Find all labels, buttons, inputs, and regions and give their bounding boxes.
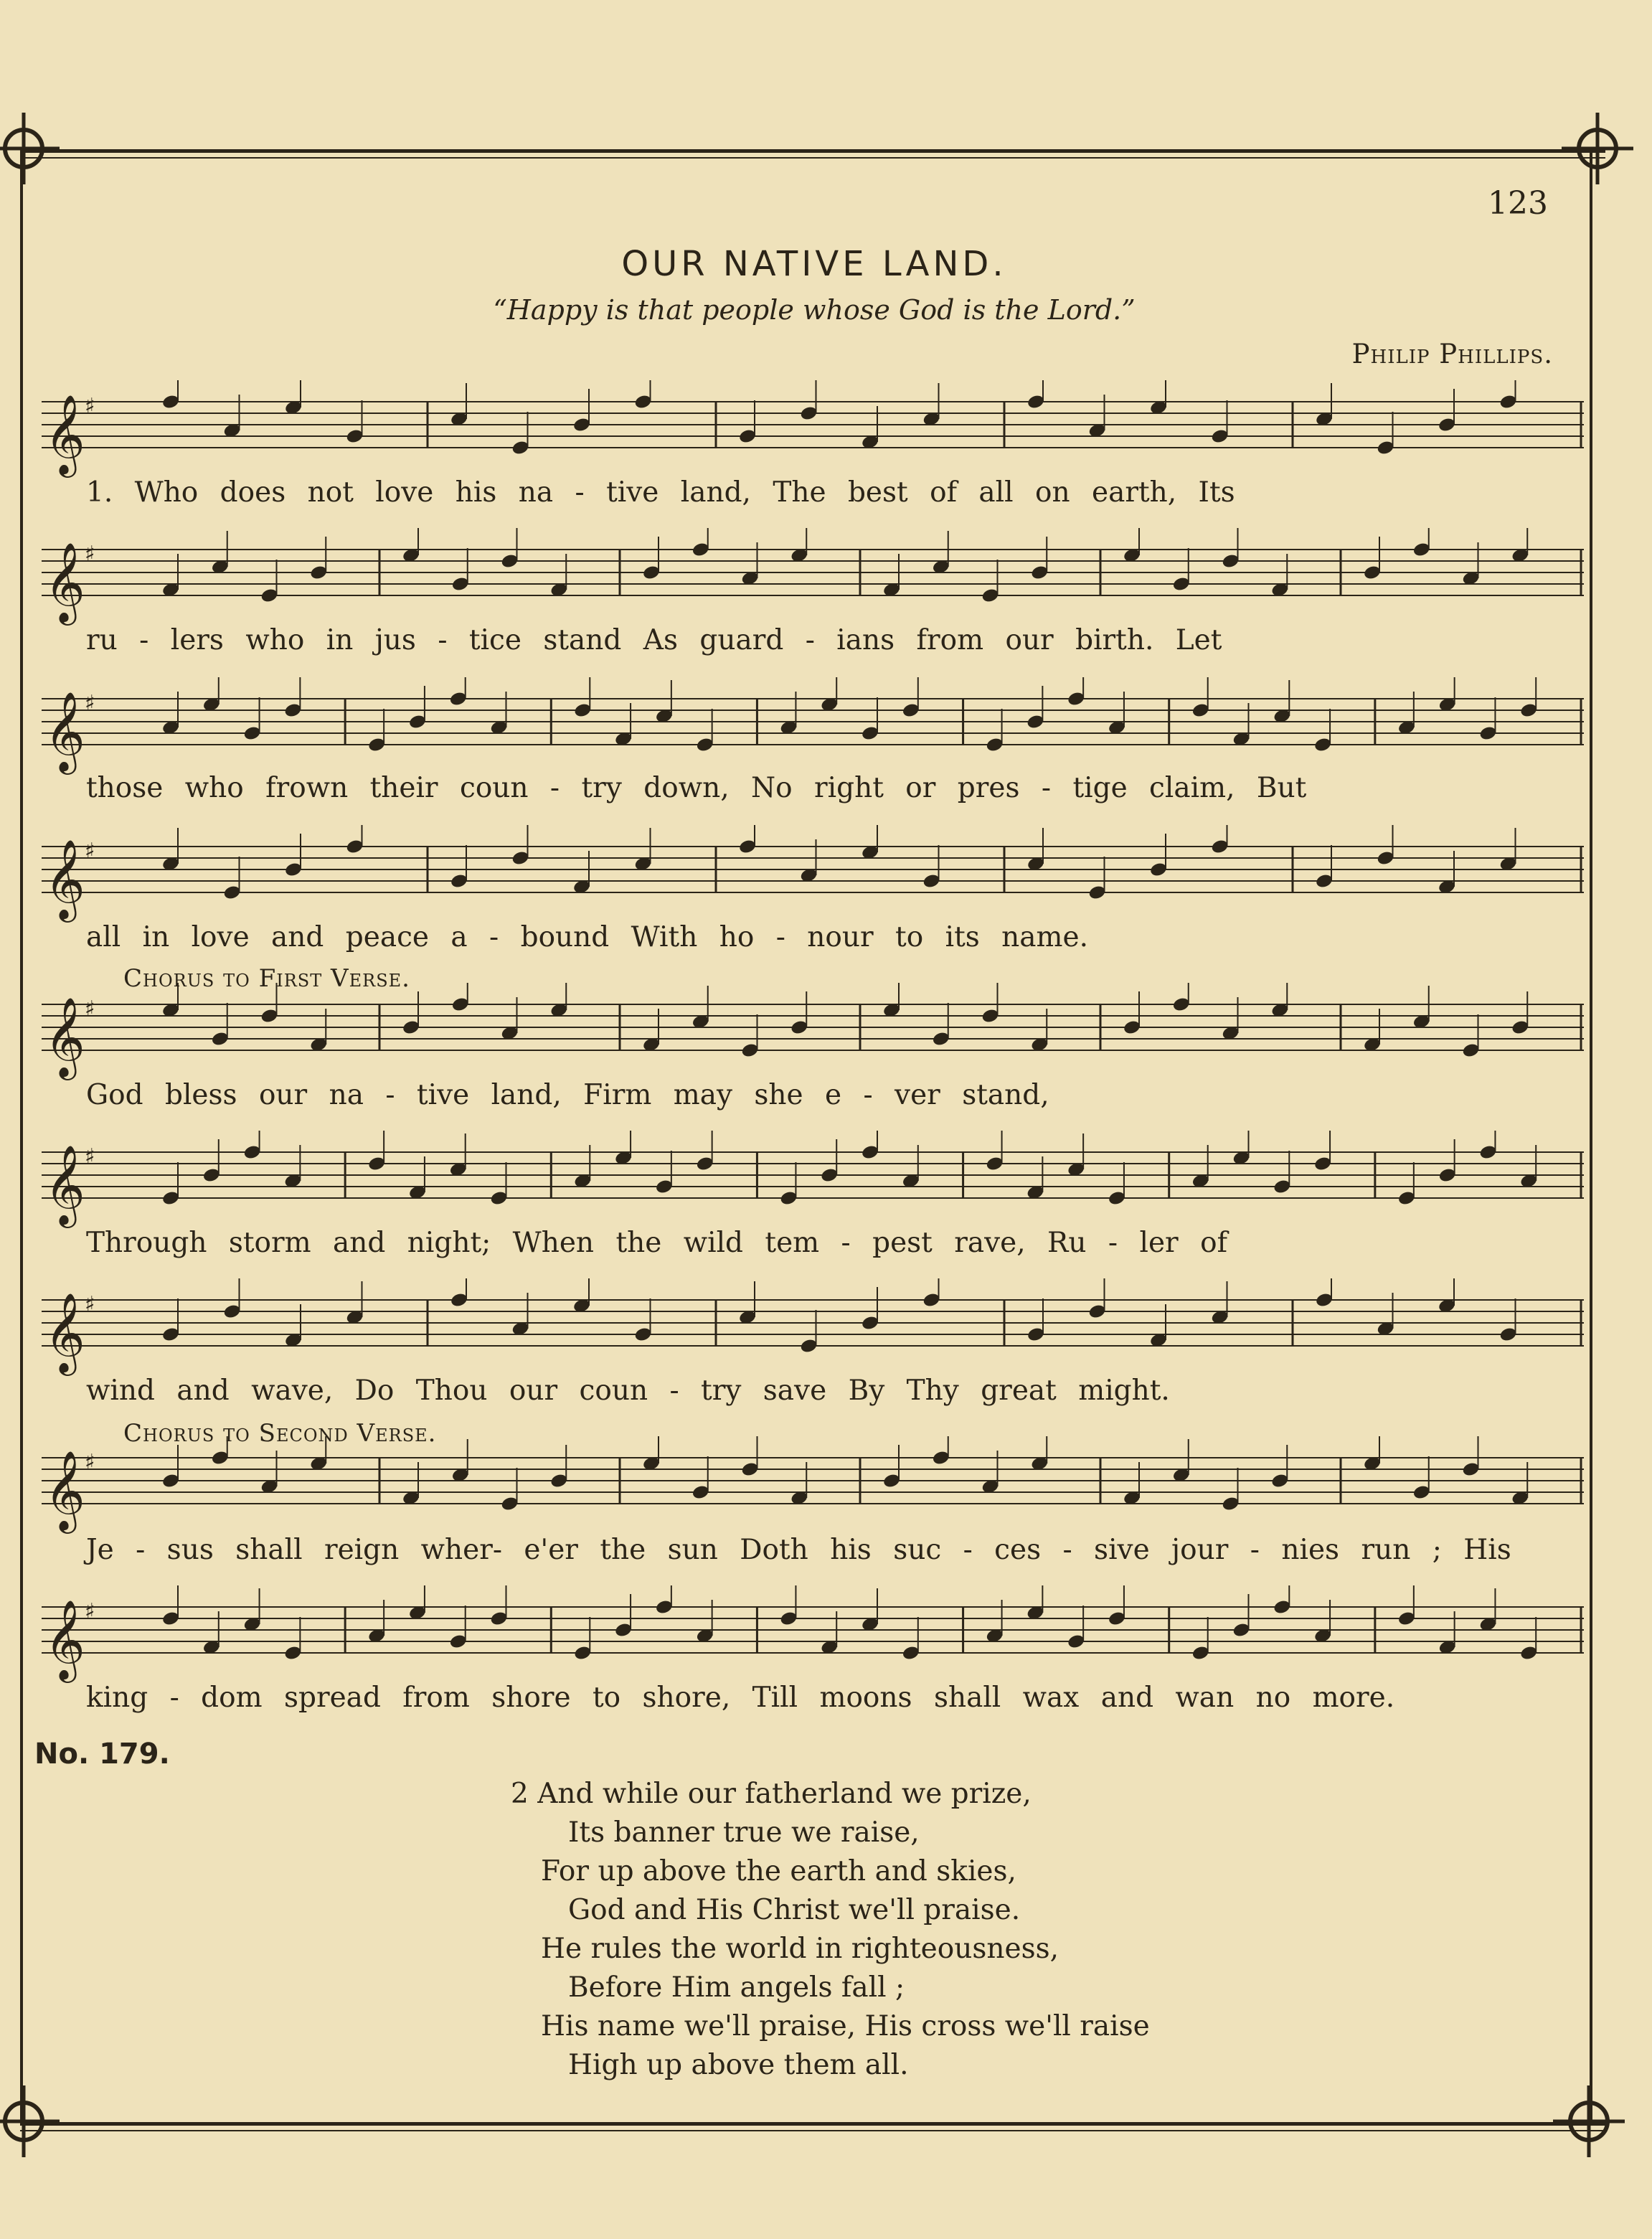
epigraph: “Happy is that people whose God is the Lord.” (493, 294, 1136, 326)
treble-clef-icon: 𝄞 (44, 542, 85, 622)
lyric-line: those who frown their coun - try down, No right or pres - tige claim, But (86, 772, 1307, 804)
verse-line: He rules the world in righteousness, (541, 1933, 1059, 1965)
treble-clef-icon: 𝄞 (44, 996, 85, 1077)
music-staff (42, 983, 1584, 1090)
verse-line: For up above the earth and skies, (541, 1855, 1016, 1887)
hymn-number: No. 179. (34, 1738, 170, 1771)
treble-clef-icon: 𝄞 (44, 839, 85, 919)
corner-ornament-icon (1558, 109, 1637, 188)
music-staff (42, 825, 1584, 933)
verse-line: God and His Christ we'll praise. (568, 1894, 1021, 1926)
verse-line: Before Him angels fall ; (568, 1971, 905, 2004)
key-signature-sharp-icon: ♯ (85, 1450, 95, 1475)
lyric-line: Through storm and night; When the wild tem - pest rave, Ru - ler of (86, 1227, 1228, 1259)
treble-clef-icon: 𝄞 (44, 394, 85, 474)
music-staff (42, 528, 1584, 636)
verse-line: Its banner true we raise, (568, 1816, 920, 1849)
music-staff (42, 380, 1584, 488)
corner-ornament-icon (1549, 2082, 1628, 2161)
chorus-heading: Chorus to Second Verse. (123, 1419, 437, 1448)
treble-clef-icon: 𝄞 (44, 691, 85, 771)
key-signature-sharp-icon: ♯ (85, 1599, 95, 1624)
key-signature-sharp-icon: ♯ (85, 1292, 95, 1317)
chorus-heading: Chorus to First Verse. (123, 964, 410, 993)
lyric-line: God bless our na - tive land, Firm may she e - ver stand, (86, 1079, 1049, 1111)
treble-clef-icon: 𝄞 (44, 1450, 85, 1530)
key-signature-sharp-icon: ♯ (85, 839, 95, 864)
lyric-line: wind and wave, Do Thou our coun - try save By Thy great might. (86, 1375, 1170, 1407)
verse-line: High up above them all. (568, 2049, 909, 2081)
music-staff (42, 1585, 1584, 1693)
key-signature-sharp-icon: ♯ (85, 1144, 95, 1169)
treble-clef-icon: 𝄞 (44, 1144, 85, 1225)
music-staff (42, 1131, 1584, 1238)
hymn-title: OUR NATIVE LAND. (621, 244, 1007, 284)
bottom-border-rule (20, 2122, 1605, 2126)
music-staff (42, 1436, 1584, 1544)
left-border-rule (20, 149, 23, 2123)
top-border-rule (20, 149, 1605, 153)
verse-line: 2 And while our fatherland we prize, (511, 1778, 1032, 1810)
page-number: 123 (1488, 185, 1548, 222)
right-border-rule (1590, 149, 1592, 2123)
key-signature-sharp-icon: ♯ (85, 691, 95, 716)
treble-clef-icon: 𝄞 (44, 1599, 85, 1679)
lyric-line: king - dom spread from shore to shore, Till moons shall wax and wan no more. (86, 1682, 1395, 1714)
corner-ornament-icon (0, 109, 63, 188)
verse-two (511, 1775, 1150, 2085)
verse-line: His name we'll praise, His cross we'll raise (541, 2010, 1150, 2042)
lyric-line: 1. Who does not love his na - tive land, The best of all on earth, Its (86, 476, 1235, 509)
corner-ornament-icon (0, 2082, 63, 2161)
key-signature-sharp-icon: ♯ (85, 542, 95, 567)
lyric-line: all in love and peace a - bound With ho - nour to its name. (86, 921, 1088, 953)
lyric-line: ru - lers who in jus - tice stand As guard - ians from our birth. Let (86, 624, 1222, 656)
music-staff (42, 677, 1584, 785)
treble-clef-icon: 𝄞 (44, 1292, 85, 1372)
music-staff (42, 1278, 1584, 1386)
key-signature-sharp-icon: ♯ (85, 394, 95, 419)
key-signature-sharp-icon: ♯ (85, 996, 95, 1022)
composer-credit: Philip Phillips. (1351, 339, 1553, 369)
lyric-line: Je - sus shall reign wher- e'er the sun Doth his suc - ces - sive jour - nies run ; His (86, 1534, 1511, 1566)
